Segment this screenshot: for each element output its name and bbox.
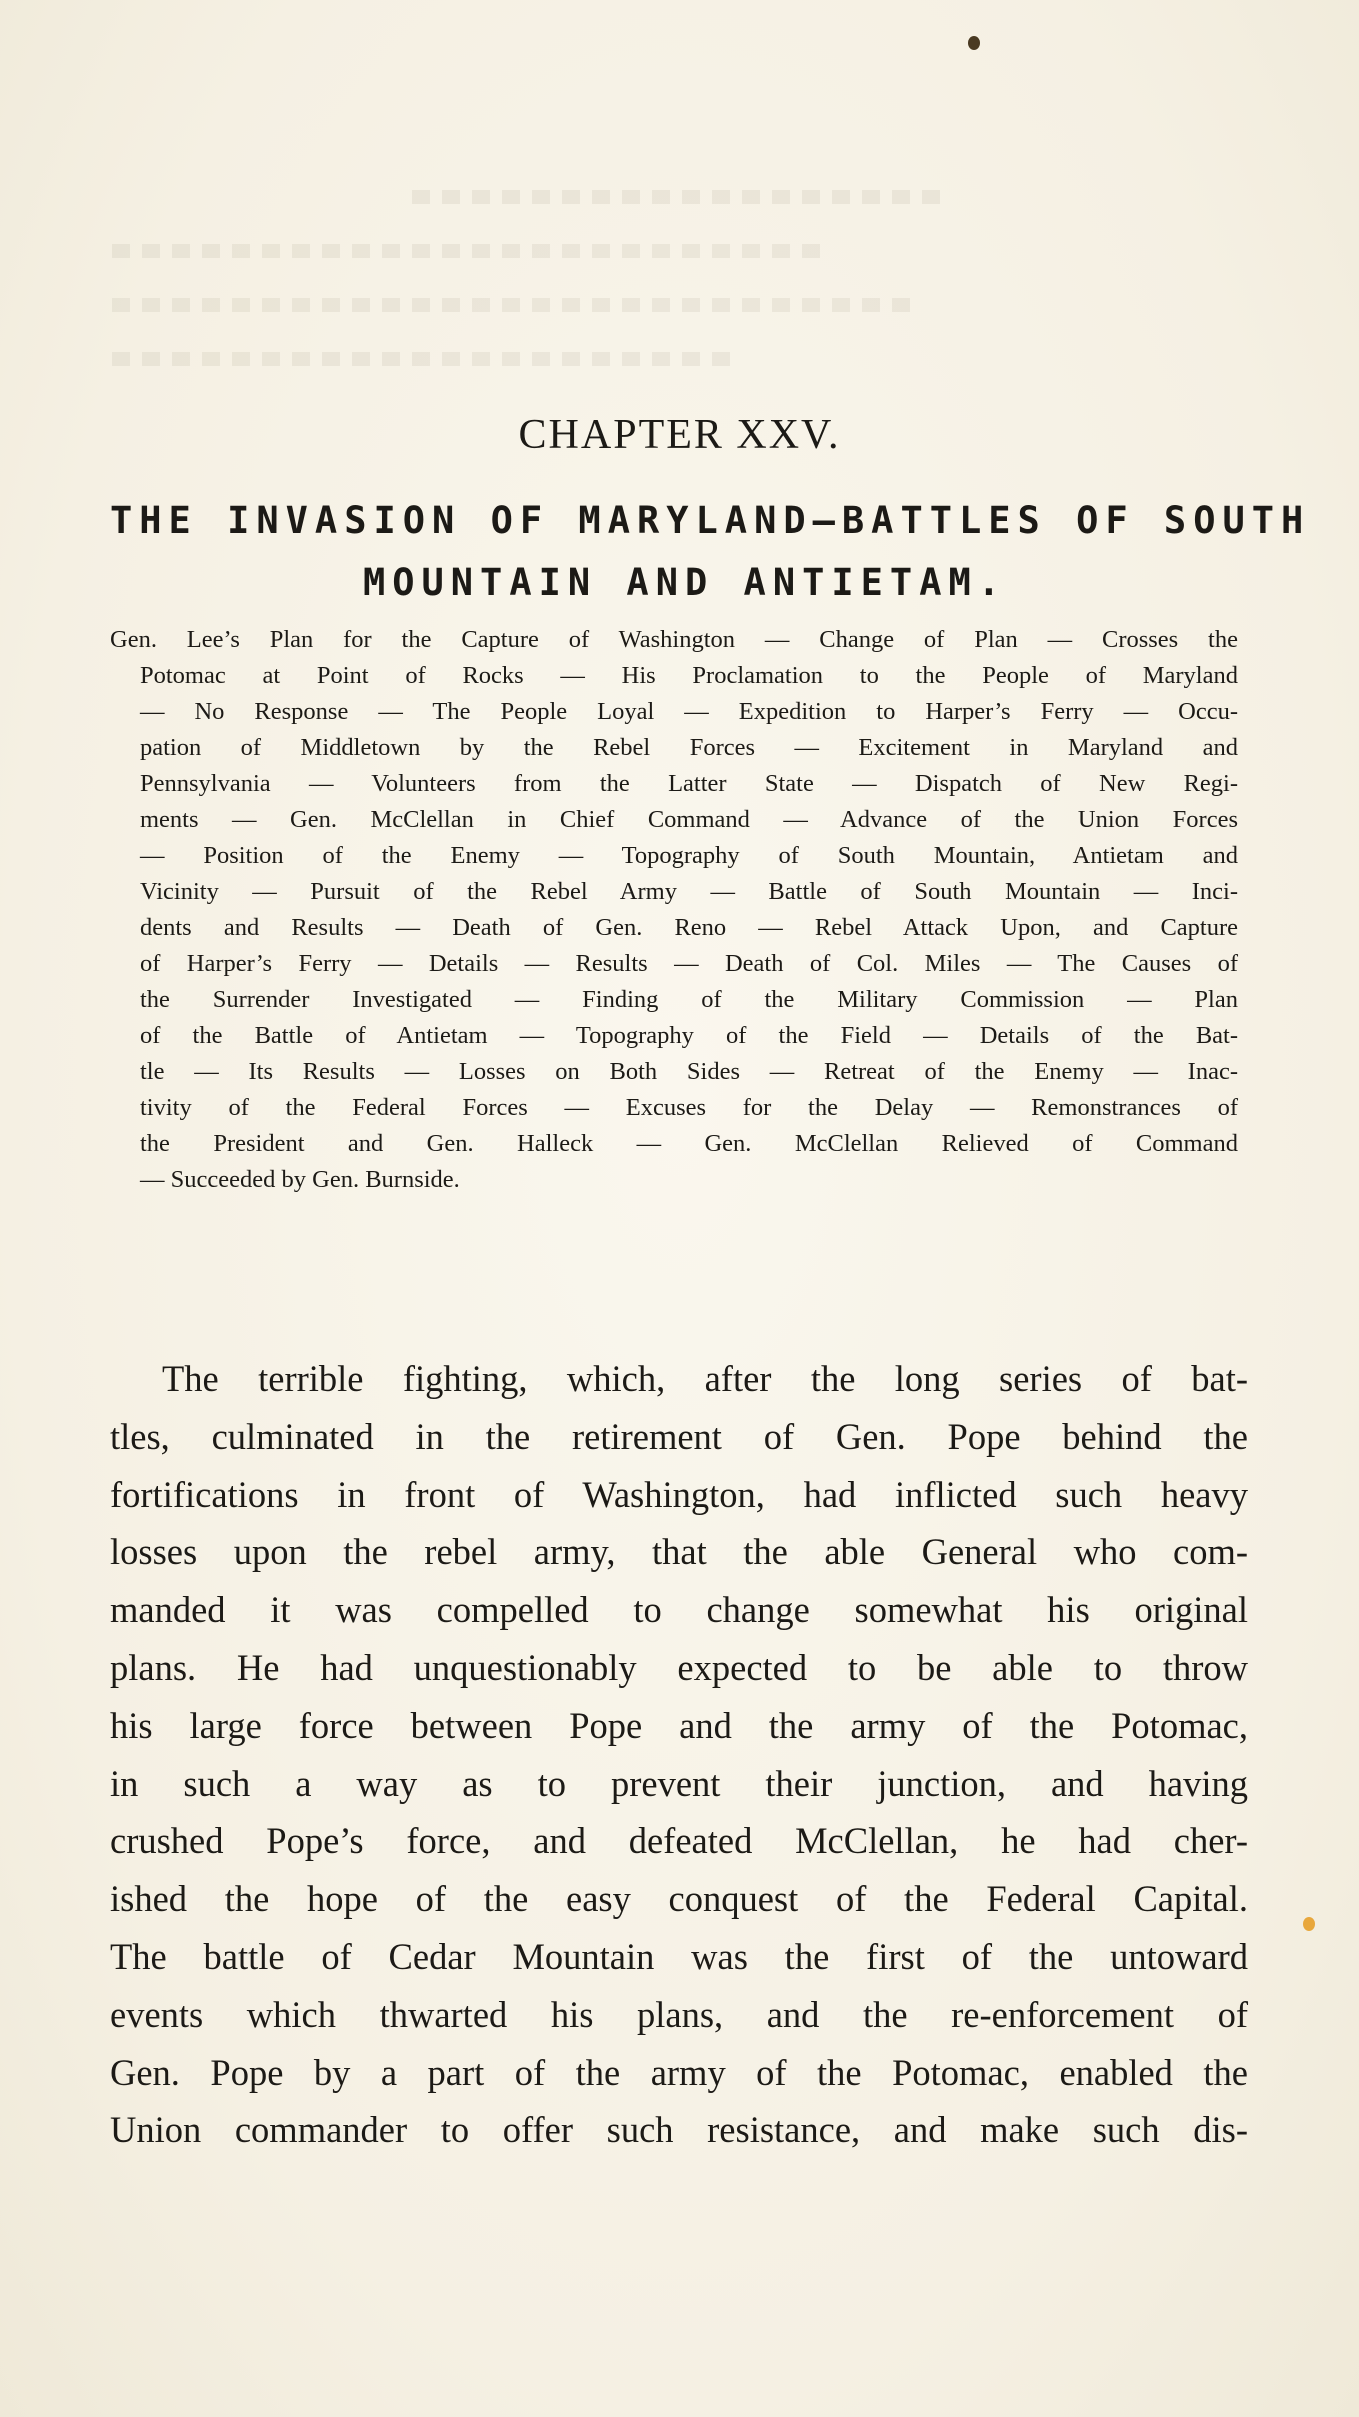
synopsis-line: Gen. Lee’s Plan for the Capture of Washington — Change of Plan — Crosses the bbox=[110, 626, 1238, 653]
synopsis-line: tle — Its Results — Losses on Both Sides — Retreat of the Enemy — Inac- bbox=[140, 1058, 1238, 1085]
chapter-synopsis bbox=[110, 622, 1238, 1198]
body-line: his large force between Pope and the army of the Potomac, bbox=[110, 1704, 1248, 1746]
body-line: The battle of Cedar Mountain was the first of the untoward bbox=[110, 1935, 1248, 1977]
chapter-number: CHAPTER XXV. bbox=[518, 412, 841, 458]
body-line: Gen. Pope by a part of the army of the Potomac, enabled the bbox=[110, 2051, 1248, 2093]
synopsis-line: pation of Middletown by the Rebel Forces — Excitement in Maryland and bbox=[140, 734, 1238, 761]
body-line: in such a way as to prevent their junction, and having bbox=[110, 1762, 1248, 1804]
body-line: fortifications in front of Washington, had inflicted such heavy bbox=[110, 1473, 1248, 1515]
synopsis-line: Vicinity — Pursuit of the Rebel Army — Battle of South Mountain — Inci- bbox=[140, 878, 1238, 905]
chapter-title-line: MOUNTAIN AND ANTIETAM. bbox=[362, 561, 1008, 604]
ink-speck bbox=[1303, 1917, 1315, 1931]
chapter-title-line: THE INVASION OF MARYLAND—BATTLES OF SOUTH bbox=[110, 499, 1311, 542]
synopsis-line: Pennsylvania — Volunteers from the Latter State — Dispatch of New Regi- bbox=[140, 770, 1238, 797]
body-line: crushed Pope’s force, and defeated McClellan, he had cher- bbox=[110, 1820, 1248, 1862]
chapter-title bbox=[110, 490, 1311, 614]
synopsis-line: Potomac at Point of Rocks — His Proclamation to the People of Maryland bbox=[140, 662, 1238, 689]
synopsis-line: — Succeeded by Gen. Burnside. bbox=[140, 1166, 460, 1193]
body-line: losses upon the rebel army, that the able General who com- bbox=[110, 1531, 1248, 1573]
body-line: The terrible fighting, which, after the long series of bat- bbox=[162, 1358, 1248, 1399]
synopsis-line: ments — Gen. McClellan in Chief Command — Advance of the Union Forces bbox=[140, 806, 1238, 833]
synopsis-line: the Surrender Investigated — Finding of the Military Commission — Plan bbox=[140, 986, 1238, 1013]
synopsis-line: — Position of the Enemy — Topography of South Mountain, Antietam and bbox=[140, 842, 1238, 869]
body-line: tles, culminated in the retirement of Gen. Pope behind the bbox=[110, 1415, 1248, 1457]
body-line: ished the hope of the easy conquest of the Federal Capital. bbox=[110, 1878, 1248, 1920]
body-line: plans. He had unquestionably expected to be able to throw bbox=[110, 1646, 1248, 1688]
synopsis-line: — No Response — The People Loyal — Expedition to Harper’s Ferry — Occu- bbox=[140, 698, 1238, 725]
body-line: manded it was compelled to change somewhat his original bbox=[110, 1589, 1248, 1631]
body-paragraph bbox=[110, 1350, 1248, 2159]
synopsis-line: the President and Gen. Halleck — Gen. McClellan Relieved of Command bbox=[140, 1130, 1238, 1157]
synopsis-line: dents and Results — Death of Gen. Reno — Rebel Attack Upon, and Capture bbox=[140, 914, 1238, 941]
body-line: Union commander to offer such resistance, and make such dis- bbox=[110, 2109, 1248, 2151]
body-line: events which thwarted his plans, and the re-enforcement of bbox=[110, 1993, 1248, 2035]
synopsis-line: of Harper’s Ferry — Details — Results — Death of Col. Miles — The Causes of bbox=[140, 950, 1238, 977]
synopsis-line: of the Battle of Antietam — Topography of the Field — Details of the Bat- bbox=[140, 1022, 1238, 1049]
bleed-through-marks bbox=[100, 150, 1000, 400]
ink-speck bbox=[968, 36, 980, 50]
synopsis-line: tivity of the Federal Forces — Excuses for the Delay — Remonstrances of bbox=[140, 1094, 1238, 1121]
